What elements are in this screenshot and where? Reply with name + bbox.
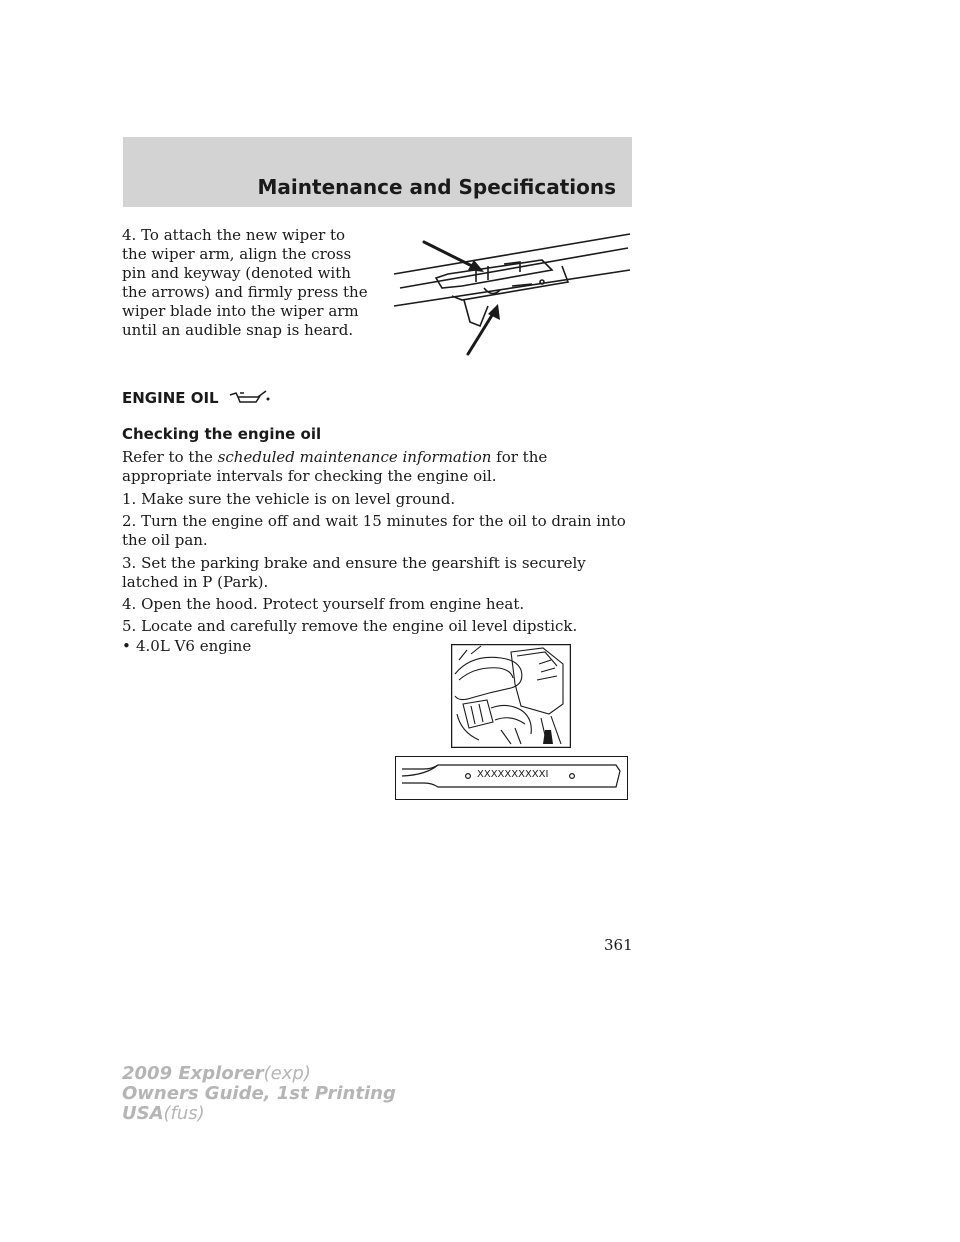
page-number: 361 bbox=[604, 936, 633, 954]
oil-intro-post: for the appropriate intervals for checking the engine oil. bbox=[122, 448, 548, 485]
oil-intro-paragraph bbox=[122, 448, 632, 486]
oil-step-1: 1. Make sure the vehicle is on level ground. bbox=[122, 490, 456, 508]
oil-can-icon bbox=[228, 387, 270, 405]
wiper-step-text: 4. To attach the new wiper to the wiper arm, align the cross pin and keyway (denoted with the arrows) and firmly press the wiper blade into the wiper arm until an audible snap is heard. bbox=[122, 226, 368, 339]
engine-bay-illustration bbox=[451, 644, 571, 748]
scheduled-maintenance-reference: scheduled maintenance information bbox=[217, 448, 492, 466]
wiper-attach-illustration bbox=[392, 226, 632, 358]
oil-step-4: 4. Open the hood. Protect yourself from engine heat. bbox=[122, 595, 525, 613]
dipstick-illustration bbox=[395, 756, 628, 800]
engine-oil-heading-text: ENGINE OIL bbox=[122, 389, 219, 407]
bullet-marker: • bbox=[122, 637, 131, 655]
footer-region: USA bbox=[122, 1103, 164, 1124]
oil-step-3: 3. Set the parking brake and ensure the gearshift is securely latched in P (Park). bbox=[122, 554, 586, 591]
document-footer bbox=[122, 1064, 396, 1124]
dipstick-marking-label: XXXXXXXXXXI bbox=[477, 769, 549, 780]
section-header-bar bbox=[123, 137, 632, 207]
footer-region-code: (fus) bbox=[163, 1103, 205, 1124]
oil-intro-pre: Refer to the bbox=[122, 448, 218, 466]
oil-step-5: 5. Locate and carefully remove the engine oil level dipstick. bbox=[122, 617, 578, 635]
footer-model: 2009 Explorer bbox=[122, 1063, 264, 1084]
section-title: Maintenance and Specifications bbox=[257, 175, 616, 199]
footer-model-code: (exp) bbox=[263, 1063, 311, 1084]
checking-oil-subheading: Checking the engine oil bbox=[122, 425, 322, 443]
footer-guide: Owners Guide, 1st Printing bbox=[122, 1083, 396, 1104]
oil-step-2: 2. Turn the engine off and wait 15 minutes for the oil to drain into the oil pan. bbox=[122, 512, 626, 549]
engine-bullet-label: 4.0L V6 engine bbox=[136, 637, 252, 655]
engine-oil-heading bbox=[122, 387, 270, 407]
